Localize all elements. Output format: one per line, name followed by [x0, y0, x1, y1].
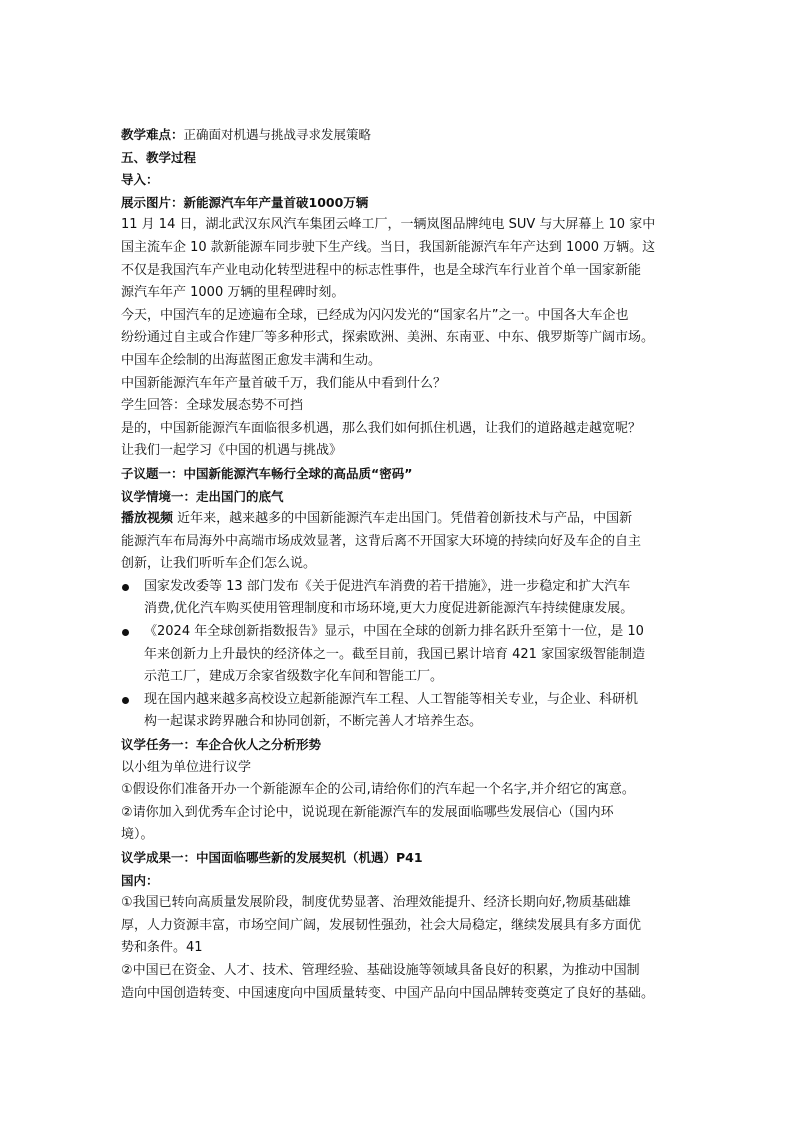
- scenario-heading: 议学情境一：走出国门的底气: [121, 488, 284, 504]
- document-body: [121, 124, 677, 1005]
- result-heading: 议学成果一：中国面临哪些新的发展契机（机遇）P41: [121, 850, 423, 865]
- question: 中国新能源汽车年产量首破千万，我们能从中看到什么？: [121, 375, 447, 391]
- lead-paragraph: 是的，中国新能源汽车面临很多机遇，那么我们如何抓住机遇，让我们的道路越走越宽呢？ 让我们一起学习《中国的机遇与挑战》: [121, 420, 642, 459]
- bullet-list: [121, 576, 677, 734]
- bullet-icon: [122, 697, 129, 704]
- bullet-icon: [122, 584, 129, 591]
- student-answer: 学生回答：全球发展态势不可挡: [121, 398, 304, 414]
- domestic-label: 国内：: [121, 872, 159, 888]
- news-paragraph: 11 月 14 日，湖北武汉东风汽车集团云峰工厂，一辆岚图品牌纯电 SUV 与大屏幕上 10 家中 国主流车企 10 款新能源车同步驶下生产线。当日，我国新能源汽车年产达到 1000 万辆。这 不仅是我国汽车产业电动化转型进程中的标志性事件，也是全球汽车行业首个单一国家新能 源汽车年产 1000 万辆的里程碑时刻。: [121, 217, 656, 301]
- section-title: 五、教学过程: [121, 149, 197, 165]
- today-paragraph: 今天，中国汽车的足迹遍布全球，已经成为闪闪发光的“国家名片”之一。中国各大车企也 纷纷通过自主或合作建厂等多种形式，探索欧洲、美洲、东南亚、中东、俄罗斯等广阔市场。 中国车企绘制的出海蓝图正愈发丰满和生动。: [121, 307, 655, 368]
- list-item: 现在国内越来越多高校设立起新能源汽车工程、人工智能等相关专业，与企业、科研机 构一起谋求跨界融合和协同创新，不断完善人才培养生态。: [121, 689, 677, 734]
- sub-topic-heading: 子议题一：中国新能源汽车畅行全球的高品质“密码”: [121, 465, 413, 481]
- list-item: 《2024 年全球创新指数报告》显示，中国在全球的创新力排名跃升至第十一位，是 10 年来创新力上升最快的经济体之一。截至目前，我国已累计培育 421 家国家级智能制造 示范工厂，建成万余家省级数字化车间和智能工厂。: [121, 621, 677, 689]
- show-picture-heading: 展示图片：新能源汽车年产量首破1000万辆: [121, 194, 369, 210]
- domestic-paragraph: ①我国已转向高质量发展阶段，制度优势显著、治理效能提升、经济长期向好,物质基础雄 厚，人力资源丰富，市场空间广阔，发展韧性强劲，社会大局稳定，继续发展具有多方面优 势和条件。41 ②中国已在资金、人才、技术、管理经验、基础设施等领域具备良好的积累，为推动中国制 造向中国创造转变、中国速度向中国质量转变、中国产品向中国品牌转变奠定了良好的基础。: [121, 895, 655, 1001]
- video-label: 播放视频: [121, 511, 174, 527]
- bullet-icon: [122, 629, 129, 636]
- task-items: ①假设你们准备开办一个新能源车企的公司,请给你们的汽车起一个名字,并介绍它的寓意。 ②请你加入到优秀车企讨论中，说说现在新能源汽车的发展面临哪些发展信心（国内环 境）。: [121, 782, 635, 843]
- task-heading: 议学任务一：车企合伙人之分析形势: [121, 737, 322, 753]
- video-paragraph: 播放视频 近年来，越来越多的中国新能源汽车走出国门。凭借着创新技术与产品，中国新 能源汽车布局海外中高端市场成效显著，这背后离不开国家大环境的持续向好及车企的自主 创新，让我们听听车企们怎么说。: [121, 511, 642, 572]
- list-item: 国家发改委等 13 部门发布《关于促进汽车消费的若干措施》，进一步稳定和扩大汽车 消费,优化汽车购买使用管理制度和市场环境,更大力度促进新能源汽车持续健康发展。: [121, 576, 677, 621]
- teaching-difficulty: 教学难点：正确面对机遇与挑战寻求发展策略: [121, 127, 372, 142]
- intro-label: 导入：: [121, 172, 159, 188]
- group-study: 以小组为单位进行议学: [121, 759, 252, 775]
